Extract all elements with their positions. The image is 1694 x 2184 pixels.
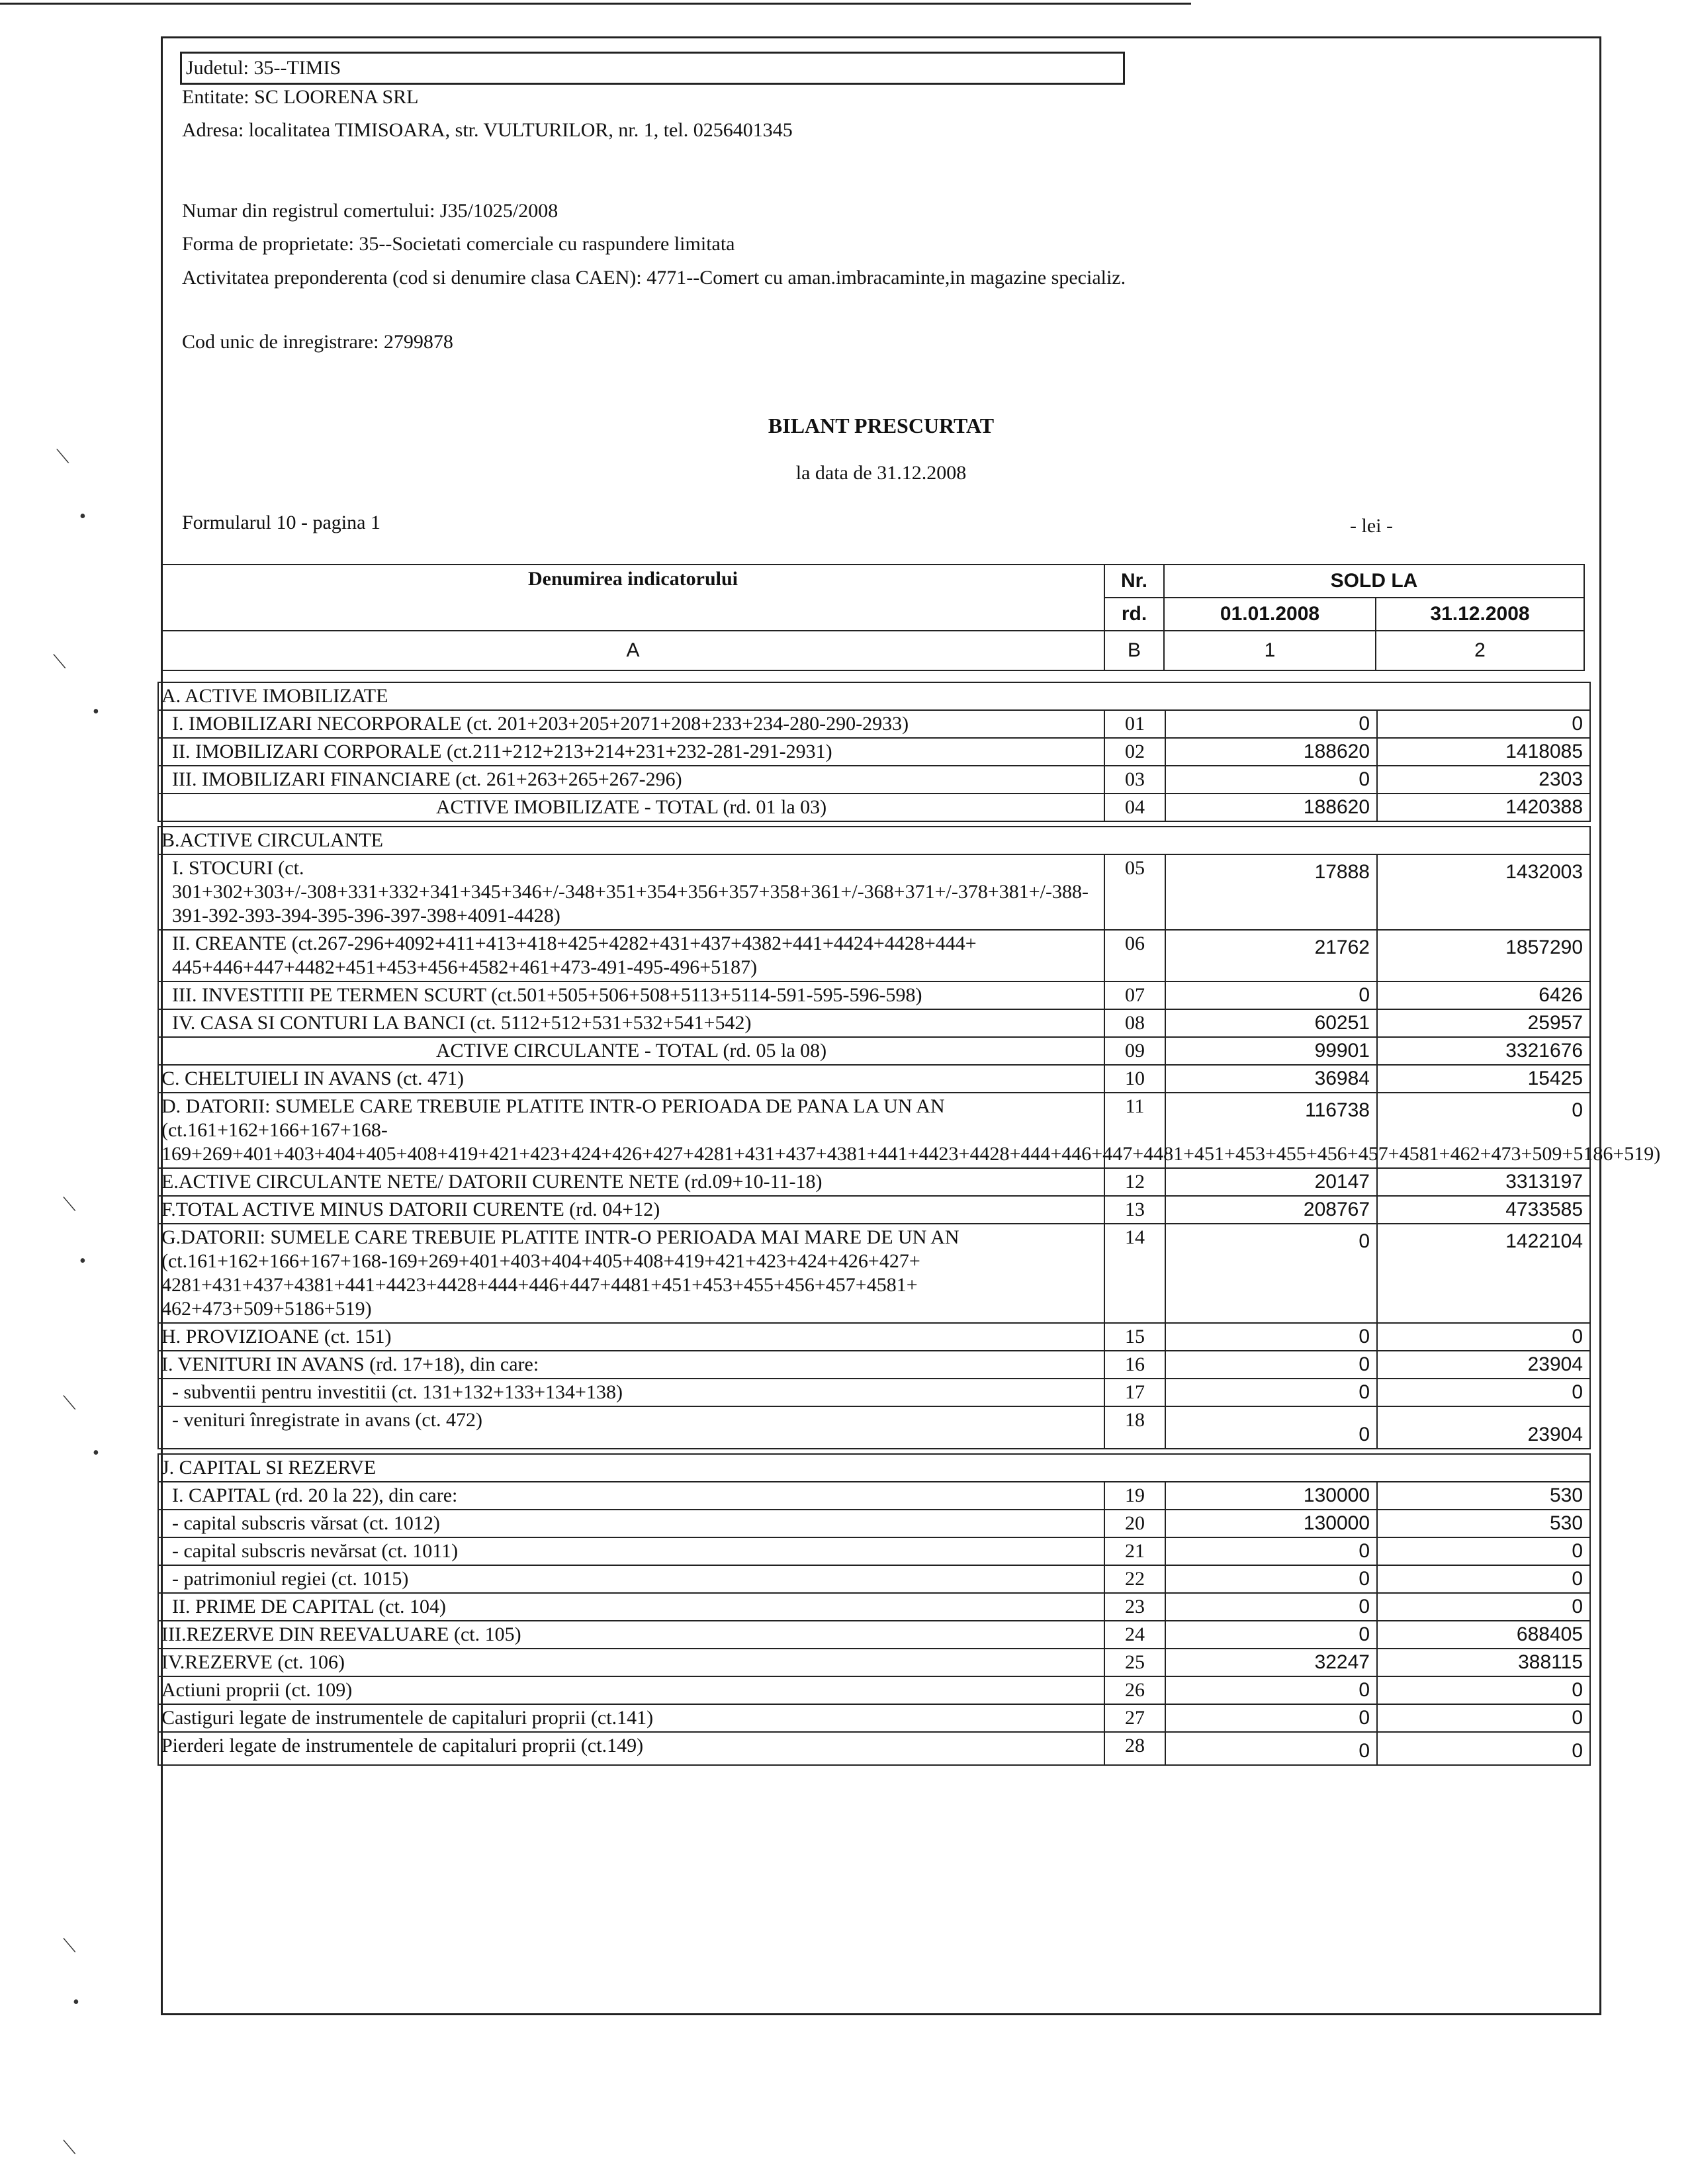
scan-mark: • bbox=[79, 1251, 86, 1271]
ownership-line: Forma de proprietate: 35--Societati comerciale cu raspundere limitata bbox=[182, 233, 735, 255]
scan-mark: ⟍ bbox=[63, 1195, 76, 1215]
document-title: BILANT PRESCURTAT bbox=[768, 414, 995, 437]
row-number: 27 bbox=[1104, 1704, 1165, 1732]
row-number: 10 bbox=[1104, 1065, 1165, 1093]
row-number: 08 bbox=[1104, 1009, 1165, 1037]
table-row bbox=[158, 1510, 1590, 1537]
section-active-circulante: B.ACTIVE CIRCULANTE bbox=[158, 827, 1590, 854]
value-start: 0 bbox=[1165, 1593, 1377, 1621]
row-label: III.REZERVE DIN REEVALUARE (ct. 105) bbox=[158, 1621, 1104, 1649]
table-row bbox=[158, 1379, 1590, 1406]
value-end: 3321676 bbox=[1377, 1037, 1590, 1065]
row-label: Actiuni proprii (ct. 109) bbox=[158, 1676, 1104, 1704]
value-start: 21762 bbox=[1165, 930, 1377, 981]
row-label: IV. CASA SI CONTURI LA BANCI (ct. 5112+512+531+532+541+542) bbox=[158, 1009, 1104, 1037]
registry-line: Numar din registrul comertului: J35/1025/2008 bbox=[182, 200, 558, 222]
scan-mark: ⟍ bbox=[63, 2138, 76, 2158]
address-line: Adresa: localitatea TIMISOARA, str. VULTURILOR, nr. 1, tel. 0256401345 bbox=[182, 119, 793, 141]
value-start: 0 bbox=[1165, 1676, 1377, 1704]
code-1: 1 bbox=[1164, 631, 1376, 670]
value-end: 15425 bbox=[1377, 1065, 1590, 1093]
row-number: 12 bbox=[1104, 1168, 1165, 1196]
row-label: H. PROVIZIOANE (ct. 151) bbox=[158, 1323, 1104, 1351]
value-start: 0 bbox=[1165, 981, 1377, 1009]
row-number: 09 bbox=[1104, 1037, 1165, 1065]
row-label: IV.REZERVE (ct. 106) bbox=[158, 1649, 1104, 1676]
judet-field: Judetul: 35--TIMIS bbox=[180, 52, 1125, 85]
table-row bbox=[158, 738, 1590, 766]
activity-line: Activitatea preponderenta (cod si denumire clasa CAEN): 4771--Comert cu aman.imbracaminte,in magazine specializ. bbox=[182, 267, 1126, 289]
row-label: D. DATORII: SUMELE CARE TREBUIE PLATITE INTR-O PERIOADA DE PANA LA UN AN (ct.161+162+166+167+168-169+269+401+403+404+405+408+419+421+423+424+426+427+4281+431+437+4381+441+4423+4428+444+446+447+4481+451+453+455+456+457+4581+462+473+509+5186+519) bbox=[158, 1093, 1104, 1168]
table-row bbox=[158, 1037, 1590, 1065]
row-label: ACTIVE IMOBILIZATE - TOTAL (rd. 01 la 03) bbox=[158, 794, 1104, 821]
value-start: 99901 bbox=[1165, 1037, 1377, 1065]
row-number: 15 bbox=[1104, 1323, 1165, 1351]
row-label: - capital subscris nevărsat (ct. 1011) bbox=[158, 1537, 1104, 1565]
value-start: 20147 bbox=[1165, 1168, 1377, 1196]
value-start: 0 bbox=[1165, 1351, 1377, 1379]
nr-header-bottom: rd. bbox=[1104, 598, 1164, 631]
value-end: 2303 bbox=[1377, 766, 1590, 794]
section-row bbox=[158, 682, 1590, 710]
section-row bbox=[158, 827, 1590, 854]
row-label: III. IMOBILIZARI FINANCIARE (ct. 261+263+265+267-296) bbox=[158, 766, 1104, 794]
section-active-imobilizate: A. ACTIVE IMOBILIZATE bbox=[158, 682, 1590, 710]
value-end: 1432003 bbox=[1377, 854, 1590, 930]
row-number: 19 bbox=[1104, 1482, 1165, 1510]
value-start: 0 bbox=[1165, 1323, 1377, 1351]
entity-line: Entitate: SC LOORENA SRL bbox=[182, 86, 419, 108]
value-end: 0 bbox=[1377, 1732, 1590, 1765]
sold-la-header: SOLD LA bbox=[1164, 565, 1584, 598]
value-end: 1420388 bbox=[1377, 794, 1590, 821]
row-label: ACTIVE CIRCULANTE - TOTAL (rd. 05 la 08) bbox=[158, 1037, 1104, 1065]
row-number: 11 bbox=[1104, 1093, 1165, 1168]
row-label: C. CHELTUIELI IN AVANS (ct. 471) bbox=[158, 1065, 1104, 1093]
value-start: 0 bbox=[1165, 1537, 1377, 1565]
scan-top-rule bbox=[0, 3, 1191, 5]
document-date: la data de 31.12.2008 bbox=[795, 462, 967, 484]
row-number: 24 bbox=[1104, 1621, 1165, 1649]
table-row bbox=[158, 1323, 1590, 1351]
value-end: 0 bbox=[1377, 710, 1590, 738]
table-row bbox=[158, 1621, 1590, 1649]
value-start: 17888 bbox=[1165, 854, 1377, 930]
row-number: 13 bbox=[1104, 1196, 1165, 1224]
value-end: 0 bbox=[1377, 1323, 1590, 1351]
row-label: I. IMOBILIZARI NECORPORALE (ct. 201+203+205+2071+208+233+234-280-290-2933) bbox=[158, 710, 1104, 738]
table-row bbox=[158, 1196, 1590, 1224]
scan-mark: • bbox=[79, 506, 86, 527]
row-number: 25 bbox=[1104, 1649, 1165, 1676]
value-end: 0 bbox=[1377, 1704, 1590, 1732]
row-label: F.TOTAL ACTIVE MINUS DATORII CURENTE (rd. 04+12) bbox=[158, 1196, 1104, 1224]
value-start: 0 bbox=[1165, 1732, 1377, 1765]
value-start: 208767 bbox=[1165, 1196, 1377, 1224]
row-label: E.ACTIVE CIRCULANTE NETE/ DATORII CURENTE NETE (rd.09+10-11-18) bbox=[158, 1168, 1104, 1196]
value-start: 130000 bbox=[1165, 1510, 1377, 1537]
section-capital-rezerve: J. CAPITAL SI REZERVE bbox=[158, 1454, 1590, 1482]
value-start: 188620 bbox=[1165, 738, 1377, 766]
code-a: A bbox=[161, 631, 1104, 670]
row-label: Pierderi legate de instrumentele de capitaluri proprii (ct.149) bbox=[158, 1732, 1104, 1765]
value-start: 0 bbox=[1165, 1379, 1377, 1406]
row-label: II. IMOBILIZARI CORPORALE (ct.211+212+213+214+231+232-281-291-2931) bbox=[158, 738, 1104, 766]
nr-header-top: Nr. bbox=[1104, 565, 1164, 598]
value-start: 0 bbox=[1165, 1224, 1377, 1323]
row-label: - venituri înregistrate in avans (ct. 472) bbox=[158, 1406, 1104, 1449]
row-label: III. INVESTITII PE TERMEN SCURT (ct.501+505+506+508+5113+5114-591-595-596-598) bbox=[158, 981, 1104, 1009]
value-end: 388115 bbox=[1377, 1649, 1590, 1676]
indicator-column-header: Denumirea indicatorului bbox=[161, 565, 1104, 631]
table-row bbox=[158, 1065, 1590, 1093]
table-row bbox=[158, 1224, 1590, 1323]
value-end: 1418085 bbox=[1377, 738, 1590, 766]
currency-label: - lei - bbox=[1350, 515, 1393, 537]
scan-mark: • bbox=[93, 1443, 99, 1463]
table-row bbox=[158, 1537, 1590, 1565]
value-start: 32247 bbox=[1165, 1649, 1377, 1676]
value-end: 6426 bbox=[1377, 981, 1590, 1009]
table-row bbox=[158, 1351, 1590, 1379]
value-end: 688405 bbox=[1377, 1621, 1590, 1649]
table-row bbox=[158, 1704, 1590, 1732]
scan-mark: • bbox=[73, 1992, 79, 2013]
value-start: 0 bbox=[1165, 766, 1377, 794]
table-row bbox=[158, 1649, 1590, 1676]
table-row bbox=[158, 981, 1590, 1009]
table-row bbox=[158, 1168, 1590, 1196]
table-row bbox=[158, 1009, 1590, 1037]
value-start: 188620 bbox=[1165, 794, 1377, 821]
value-end: 0 bbox=[1377, 1093, 1590, 1168]
value-end: 25957 bbox=[1377, 1009, 1590, 1037]
table-row bbox=[158, 930, 1590, 981]
table-row bbox=[158, 1732, 1590, 1765]
row-label: II. CREANTE (ct.267-296+4092+411+413+418+425+4282+431+437+4382+441+4424+4428+444+ 445+446+447+4482+451+453+456+4582+461+473-491-495-496+5187) bbox=[158, 930, 1104, 981]
section-row bbox=[158, 1454, 1590, 1482]
value-end: 3313197 bbox=[1377, 1168, 1590, 1196]
value-end: 0 bbox=[1377, 1379, 1590, 1406]
row-number: 20 bbox=[1104, 1510, 1165, 1537]
row-number: 18 bbox=[1104, 1406, 1165, 1449]
table-row bbox=[158, 854, 1590, 930]
value-start: 0 bbox=[1165, 1704, 1377, 1732]
code-2: 2 bbox=[1376, 631, 1584, 670]
table-row bbox=[158, 1093, 1590, 1168]
row-label: - capital subscris vărsat (ct. 1012) bbox=[158, 1510, 1104, 1537]
tax-id-line: Cod unic de inregistrare: 2799878 bbox=[182, 331, 453, 353]
scan-mark: ⟍ bbox=[63, 1936, 76, 1956]
value-start: 60251 bbox=[1165, 1009, 1377, 1037]
table-row bbox=[158, 1676, 1590, 1704]
value-start: 0 bbox=[1165, 1406, 1377, 1449]
row-number: 02 bbox=[1104, 738, 1165, 766]
date-start-header: 01.01.2008 bbox=[1164, 598, 1376, 631]
row-number: 06 bbox=[1104, 930, 1165, 981]
value-end: 0 bbox=[1377, 1565, 1590, 1593]
row-number: 23 bbox=[1104, 1593, 1165, 1621]
row-gap bbox=[158, 1449, 1590, 1454]
table-row bbox=[158, 1482, 1590, 1510]
value-end: 0 bbox=[1377, 1537, 1590, 1565]
scan-mark: ⟍ bbox=[56, 447, 69, 467]
row-label: I. CAPITAL (rd. 20 la 22), din care: bbox=[158, 1482, 1104, 1510]
value-end: 0 bbox=[1377, 1593, 1590, 1621]
row-number: 28 bbox=[1104, 1732, 1165, 1765]
table-row bbox=[158, 710, 1590, 738]
scan-mark: ⟍ bbox=[53, 652, 66, 672]
value-start: 116738 bbox=[1165, 1093, 1377, 1168]
row-number: 04 bbox=[1104, 794, 1165, 821]
row-number: 22 bbox=[1104, 1565, 1165, 1593]
scan-mark: • bbox=[93, 702, 99, 722]
row-label: I. STOCURI (ct. 301+302+303+/-308+331+332+341+345+346+/-348+351+354+356+357+358+361+/-368+371+/-378+381+/-388-391-392-393-394-395-396-397-398+4091-4428) bbox=[158, 854, 1104, 930]
value-end: 530 bbox=[1377, 1510, 1590, 1537]
scan-mark: ⟍ bbox=[63, 1393, 76, 1414]
row-number: 17 bbox=[1104, 1379, 1165, 1406]
table-row bbox=[158, 1593, 1590, 1621]
value-start: 0 bbox=[1165, 1565, 1377, 1593]
value-end: 23904 bbox=[1377, 1351, 1590, 1379]
row-number: 05 bbox=[1104, 854, 1165, 930]
code-b: B bbox=[1104, 631, 1164, 670]
table-row bbox=[158, 766, 1590, 794]
value-end: 1422104 bbox=[1377, 1224, 1590, 1323]
row-label: G.DATORII: SUMELE CARE TREBUIE PLATITE INTR-O PERIOADA MAI MARE DE UN AN (ct.161+162+166+167+168-169+269+401+403+404+405+408+419+421+423+424+426+427+ 4281+431+437+4381+441+4423+4428+444+446+447+4481+451+453+455+456+457+4581+ 462+473+509+5186+519) bbox=[158, 1224, 1104, 1323]
row-number: 07 bbox=[1104, 981, 1165, 1009]
row-gap bbox=[158, 821, 1590, 827]
date-end-header: 31.12.2008 bbox=[1376, 598, 1584, 631]
row-number: 21 bbox=[1104, 1537, 1165, 1565]
row-label: Castiguri legate de instrumentele de capitaluri proprii (ct.141) bbox=[158, 1704, 1104, 1732]
row-number: 14 bbox=[1104, 1224, 1165, 1323]
row-number: 01 bbox=[1104, 710, 1165, 738]
value-start: 0 bbox=[1165, 710, 1377, 738]
value-start: 0 bbox=[1165, 1621, 1377, 1649]
column-header bbox=[161, 564, 1585, 671]
table-row bbox=[158, 1406, 1590, 1449]
value-end: 1857290 bbox=[1377, 930, 1590, 981]
row-number: 16 bbox=[1104, 1351, 1165, 1379]
value-end: 4733585 bbox=[1377, 1196, 1590, 1224]
value-end: 0 bbox=[1377, 1676, 1590, 1704]
row-number: 03 bbox=[1104, 766, 1165, 794]
value-end: 23904 bbox=[1377, 1406, 1590, 1449]
row-label: II. PRIME DE CAPITAL (ct. 104) bbox=[158, 1593, 1104, 1621]
form-label: Formularul 10 - pagina 1 bbox=[182, 512, 380, 533]
value-start: 130000 bbox=[1165, 1482, 1377, 1510]
balance-sheet-table bbox=[157, 682, 1661, 1766]
value-start: 36984 bbox=[1165, 1065, 1377, 1093]
row-label: - patrimoniul regiei (ct. 1015) bbox=[158, 1565, 1104, 1593]
row-number: 26 bbox=[1104, 1676, 1165, 1704]
row-label: - subventii pentru investitii (ct. 131+132+133+134+138) bbox=[158, 1379, 1104, 1406]
row-label: I. VENITURI IN AVANS (rd. 17+18), din care: bbox=[158, 1351, 1104, 1379]
value-end: 530 bbox=[1377, 1482, 1590, 1510]
table-row bbox=[158, 1565, 1590, 1593]
table-row bbox=[158, 794, 1590, 821]
